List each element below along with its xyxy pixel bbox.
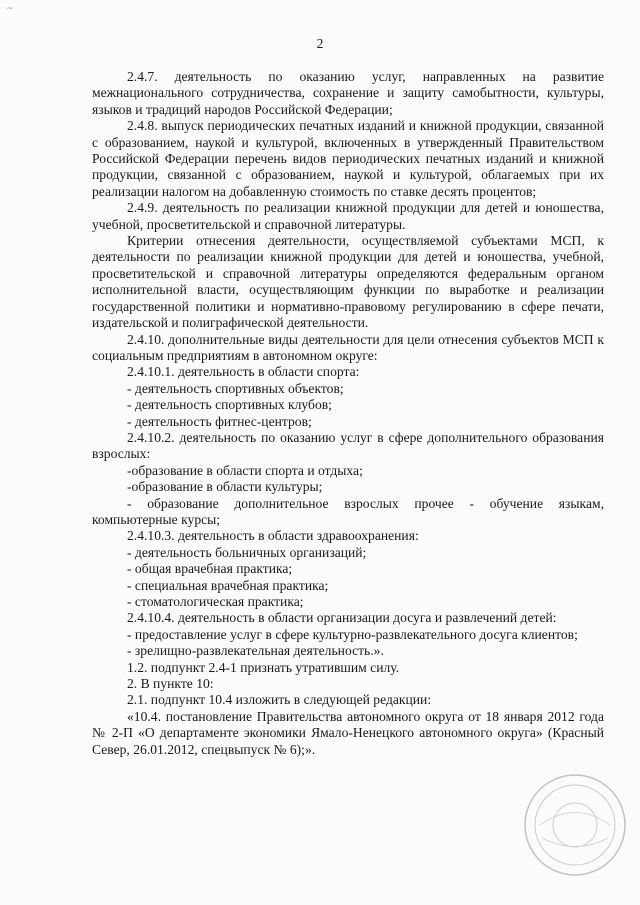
seal-stamp-icon [520,770,630,880]
document-body [92,69,604,758]
paragraph: 2.4.10.3. деятельность в области здравоохранения: [127,528,419,544]
paragraph: 2.4.10.2. деятельность по оказанию услуг в сфере дополнительного образования взрослых: [92,429,604,462]
corner-mark: ~ [6,4,14,14]
paragraph: - деятельность спортивных клубов; [127,397,332,413]
paragraph: 2.4.9. деятельность по реализации книжной продукции для детей и юношества, учебной, просветительской и справочной литературы. [92,200,604,232]
paragraph: -образование в области культуры; [127,479,323,495]
paragraph: - деятельность фитнес-центров; [127,413,312,429]
paragraph: - деятельность спортивных объектов; [127,380,344,396]
paragraph: 2.4.7. деятельность по оказанию услуг, направленных на развитие межнационального сотрудничества, сохранение и защиту самобытности, культуры, языков и традиций народов Российской Федерации; [92,69,604,117]
page-number: 2 [316,36,324,51]
paragraph: -образование в области спорта и отдыха; [127,462,363,478]
paragraph: - предоставление услуг в сфере культурно-развлекательного досуга клиентов; [127,626,578,642]
paragraph: - образование дополнительное взрослых прочее - обучение языкам, компьютерные курсы; [92,495,604,527]
paragraph: 2. В пункте 10: [127,676,214,692]
paragraph: - общая врачебная практика; [127,561,293,577]
paragraph: - зрелищно-развлекательная деятельность.». [127,643,384,659]
paragraph: - стоматологическая практика; [127,594,304,609]
paragraph: 2.4.10.4. деятельность в области организации досуга и развлечений детей: [127,610,557,626]
paragraph: 2.4.10. дополнительные виды деятельности для цели отнесения субъектов МСП к социальным предприятиям в автономном округе: [92,331,604,363]
paragraph: Критерии отнесения деятельности, осуществляемой субъектами МСП, к деятельности по реализации книжной продукции для детей и юношества, учебной, просветительской и справочной литературы определяются федеральным органом исполнительной власти, осуществляющим функции по выработке и реализации государственной политики и нормативно-правовому регулированию в сфере печати, издательской и полиграфической деятельности. [92,233,604,331]
paragraph: 2.4.8. выпуск периодических печатных изданий и книжной продукции, связанной с образованием, наукой и культурой, включенных в утвержденный Правительством Российской Федерации перечень видов периодических печатных изданий и книжной продукции, связанной с образованием, наукой и культурой, облагаемых при их реализации налогом на добавленную стоимость по ставке десять процентов; [92,118,604,199]
paragraph: 2.4.10.1. деятельность в области спорта: [127,364,360,380]
paragraph: 1.2. подпункт 2.4-1 признать утратившим силу. [127,659,400,675]
paragraph: 2.1. подпункт 10.4 изложить в следующей редакции: [127,692,432,708]
paragraph: - специальная врачебная практика; [127,577,329,593]
paragraph: - деятельность больничных организаций; [127,544,367,560]
paragraph: «10.4. постановление Правительства автономного округа от 18 января 2012 года № 2-П «О департаменте экономики Ямало-Ненецкого автономного округа» (Красный Север, 26.01.2012, спецвыпуск № 6);». [92,708,604,757]
